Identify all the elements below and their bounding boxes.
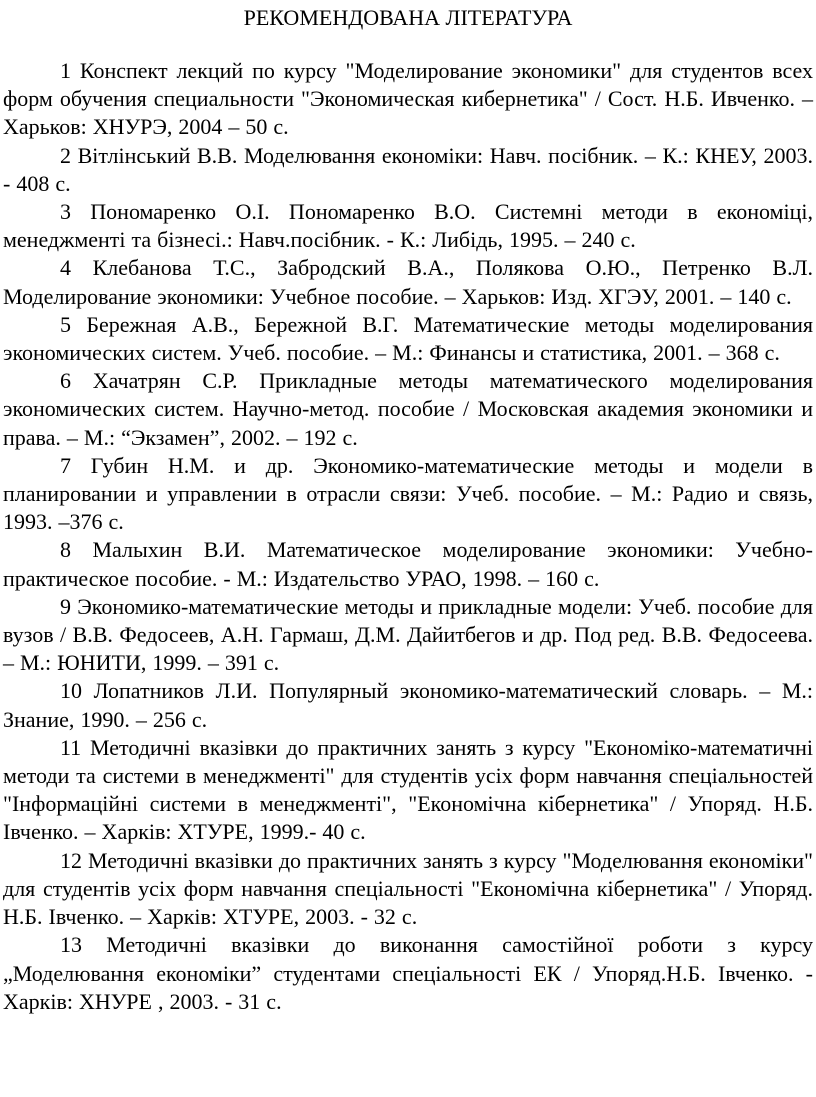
reference-number: 10 — [60, 678, 82, 704]
reference-item — [3, 536, 813, 592]
reference-number: 3 — [60, 199, 71, 225]
reference-number: 2 — [60, 142, 71, 168]
reference-text: Методичні вказівки до практичних занять з курсу "Економіко-математичні методи та системи в менеджменті" для студентів усіх форм навчання спеціальностей "Інформаційні системи в менеджменті", "Економічна кібернетика" / Упоряд. Н.Б. Івченко. – Харків: ХТУРЕ, 1999.- 40 с. — [3, 734, 814, 845]
reference-number: 11 — [60, 734, 82, 760]
reference-number: 12 — [60, 847, 82, 873]
reference-item — [3, 734, 813, 847]
reference-item — [3, 931, 813, 1016]
reference-item — [3, 311, 813, 367]
reference-item — [3, 847, 813, 932]
reference-text: Вітлінський В.В. Моделювання економіки: Навч. посібник. – К.: КНЕУ, 2003. - 408 с. — [3, 142, 813, 196]
reference-text: Экономико-математические методы и прикладные модели: Учеб. пособие для вузов / В.В. Федосеев, А.Н. Гармаш, Д.М. Дайитбегов и др. Под ред. В.В. Федосеева. – М.: ЮНИТИ, 1999. – 391 с. — [3, 593, 814, 676]
reference-text: Пономаренко О.І. Пономаренко В.О. Системні методи в економіці, менеджменті та бізнесі.: Навч.посібник. - К.: Либідь, 1995. – 240 с. — [3, 199, 813, 253]
reference-number: 4 — [60, 255, 71, 281]
reference-item — [3, 198, 813, 254]
reference-number: 7 — [60, 452, 71, 478]
reference-number: 8 — [60, 537, 71, 563]
page-title: РЕКОМЕНДОВАНА ЛІТЕРАТУРА — [243, 5, 573, 30]
reference-text: Методичні вказівки до виконання самостійної роботи з курсу „Моделювання економіки” студентами спеціальності ЕК / Упоряд.Н.Б. Івченко. - Харків: ХНУРЕ , 2003. - 31 с. — [3, 932, 814, 1014]
reference-item — [3, 367, 813, 452]
reference-item — [3, 452, 813, 537]
reference-item — [3, 142, 813, 198]
reference-item — [3, 593, 813, 678]
reference-number: 1 — [60, 58, 71, 83]
reference-text: Методичні вказівки до практичних занять з курсу "Моделювання економіки" для студентів усіх форм навчання спеціальності "Економічна кібернетика" / Упоряд. Н.Б. Івченко. – Харків: ХТУРЕ, 2003. - 32 с. — [3, 847, 813, 930]
reference-text: Малыхин В.И. Математическое моделирование экономики: Учебно-практическое пособие. - М.: Издательство УРАО, 1998. – 160 с. — [3, 537, 813, 591]
reference-number: 6 — [60, 368, 71, 394]
reference-text: Конспект лекций по курсу "Моделирование экономики" для студентов всех форм обучения специальности "Экономическая кибернетика" / Сост. Н.Б. Ивченко. – Харьков: ХНУРЭ, 2004 – 50 с. — [3, 58, 813, 140]
reference-text: Лопатников Л.И. Популярный экономико-математический словарь. – М.: Знание, 1990. – 256 с. — [3, 678, 813, 732]
reference-text: Клебанова Т.С., Забродский В.А., Полякова О.Ю., Петренко В.Л. Моделирование экономики: Учебное пособие. – Харьков: Изд. ХГЭУ, 2001. – 140 с. — [3, 255, 814, 309]
reference-number: 5 — [60, 311, 71, 337]
reference-item — [3, 677, 813, 733]
reference-item — [3, 254, 813, 310]
reference-number: 9 — [60, 593, 71, 619]
reference-text: Бережная А.В., Бережной В.Г. Математические методы моделирования экономических систем. Учеб. пособие. – М.: Финансы и статистика, 2001. – 368 с. — [3, 311, 814, 366]
reference-list — [3, 57, 813, 1016]
reference-number: 13 — [60, 932, 82, 958]
reference-item — [3, 57, 813, 142]
reference-text: Губин Н.М. и др. Экономико-математические методы и модели в планировании и управлении в отрасли связи: Учеб. пособие. – М.: Радио и связь, 1993. –376 с. — [3, 452, 813, 535]
reference-text: Хачатрян С.Р. Прикладные методы математического моделирования экономических систем. Научно-метод. пособие / Московская академия экономики и права. – М.: “Экзамен”, 2002. – 192 с. — [3, 368, 813, 450]
